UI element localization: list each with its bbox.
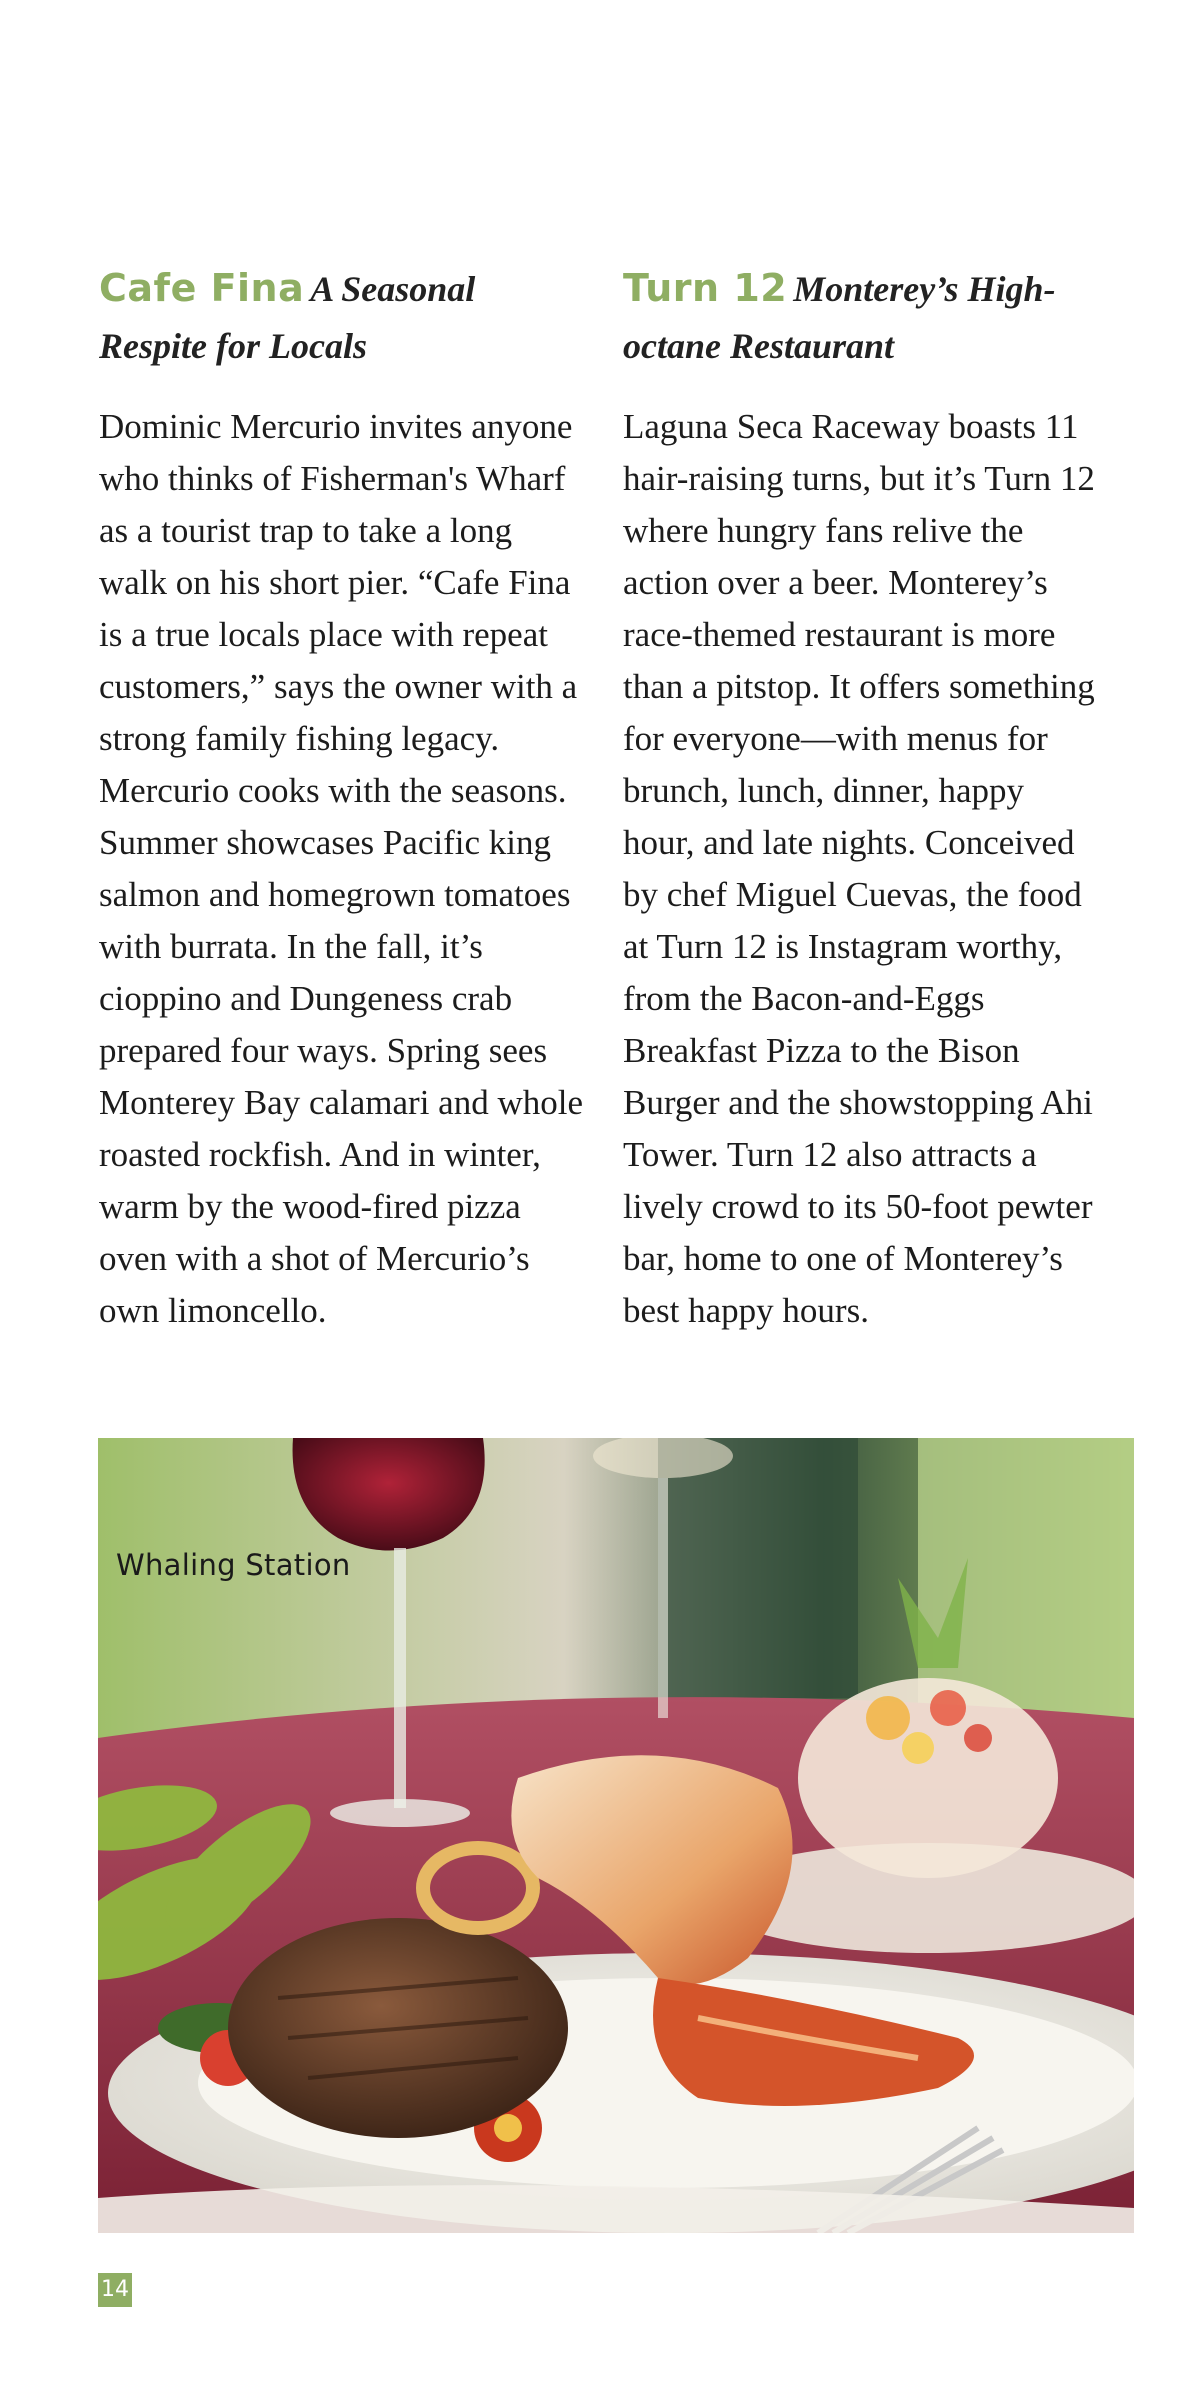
cafe-fina-body: Dominic Mercurio invites anyone who thinks of Fisherman's Wharf as a tourist trap to take a long walk on his short pier. “Cafe Fina is a true locals place with repeat customers,” says the owner with a strong family fishing legacy. Mercurio cooks with the seasons. Summer showcases Pacific king salmon and homegrown tomatoes with burrata. In the fall, it’s cioppino and Dungeness crab prepared four ways. Spring sees Monterey Bay calamari and whole roasted rockfish. And in winter, warm by the wood-fired pizza oven with a shot of Mercurio’s own limoncello. bbox=[99, 407, 583, 1330]
turn-12-article bbox=[623, 262, 1103, 1337]
cafe-fina-tagline: A Seasonal Respite for Locals bbox=[99, 269, 476, 366]
food-photo bbox=[98, 1438, 1134, 2233]
turn-12-body: Laguna Seca Raceway boasts 11 hair-raising turns, but it’s Turn 12 where hungry fans relive the action over a beer. Monterey’s race-themed restaurant is more than a pitstop. It offers something for everyone—with menus for brunch, lunch, dinner, happy hour, and late nights. Conceived by chef Miguel Cuevas, the food at Turn 12 is Instagram worthy, from the Bacon-and-Eggs Breakfast Pizza to the Bison Burger and the showstopping Ahi Tower. Turn 12 also attracts a lively crowd to its 50-foot pewter bar, home to one of Monterey’s best happy hours. bbox=[623, 407, 1095, 1330]
turn-12-tagline: Monterey’s High-octane Restaurant bbox=[623, 269, 1056, 366]
turn-12-heading bbox=[623, 262, 1103, 377]
cafe-fina-heading bbox=[99, 262, 584, 377]
turn-12-name: Turn 12 bbox=[623, 266, 788, 310]
page-number: 14 bbox=[98, 2273, 132, 2307]
cafe-fina-article bbox=[99, 262, 584, 1337]
cafe-fina-name: Cafe Fina bbox=[99, 266, 305, 310]
photo-caption: Whaling Station bbox=[116, 1548, 351, 1582]
